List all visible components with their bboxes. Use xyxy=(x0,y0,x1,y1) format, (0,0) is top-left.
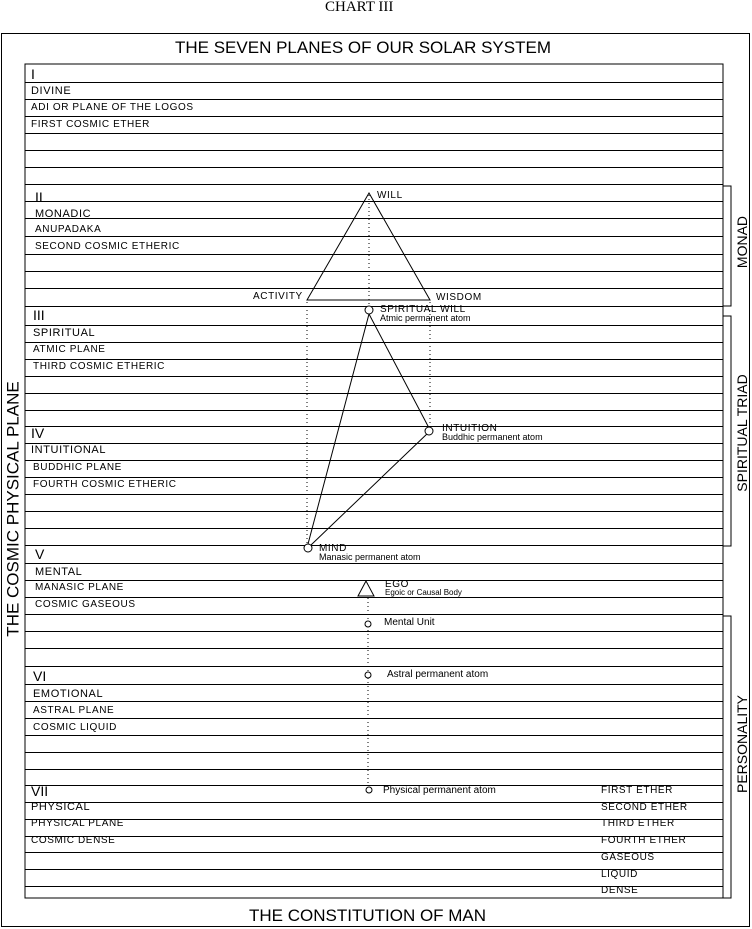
plane-numeral: IV xyxy=(31,425,45,441)
astral-atom-icon xyxy=(365,672,371,678)
plane-name: MENTAL xyxy=(35,566,83,578)
plane-subtitle: COSMIC LIQUID xyxy=(33,722,117,733)
physical-atom-icon xyxy=(366,787,372,793)
plane-numeral: VI xyxy=(33,668,47,684)
physical-subplane: FIRST ETHER xyxy=(601,785,673,796)
plane-name: PHYSICAL xyxy=(31,801,91,813)
plane-name: EMOTIONAL xyxy=(33,688,104,700)
plane-subtitle: SECOND COSMIC ETHERIC xyxy=(35,241,180,252)
ego-sub-label: Egoic or Causal Body xyxy=(385,588,462,597)
physical-subplane: FOURTH ETHER xyxy=(601,835,687,846)
plane-name: MONADIC xyxy=(35,208,92,220)
plane-numeral: VII xyxy=(31,783,49,799)
ego-label: EGO xyxy=(385,579,410,590)
manasic-atom-icon xyxy=(304,544,312,552)
bracket-label-personality: PERSONALITY xyxy=(734,694,750,794)
plane-subtitle: BUDDHIC PLANE xyxy=(33,462,122,473)
plane-subtitle: MANASIC PLANE xyxy=(35,582,124,593)
plane-numeral: I xyxy=(31,66,35,82)
bracket-label-spiritual-triad: SPIRITUAL TRIAD xyxy=(734,374,750,492)
plane-subtitle: COSMIC DENSE xyxy=(31,835,116,846)
activity-label: ACTIVITY xyxy=(253,291,303,302)
atmic-atom-label: Atmic permanent atom xyxy=(380,313,471,323)
footer-title: THE CONSTITUTION OF MAN xyxy=(249,906,487,925)
plane-numeral: II xyxy=(35,189,43,205)
spiritual-will-label: SPIRITUAL WILL xyxy=(380,304,466,315)
wisdom-label: WISDOM xyxy=(436,292,482,303)
intuition-label: INTUITION xyxy=(442,423,498,434)
left-side-label: THE COSMIC PHYSICAL PLANE xyxy=(3,381,23,637)
bracket-label-monad: MONAD xyxy=(734,215,750,269)
plane-name: DIVINE xyxy=(31,85,72,97)
personality-bracket xyxy=(723,616,731,898)
buddhic-atom-label: Buddhic permanent atom xyxy=(442,432,543,442)
physical-subplane: GASEOUS xyxy=(601,852,655,863)
atmic-atom-icon xyxy=(365,306,373,314)
triad-side xyxy=(308,314,369,544)
astral-atom-label: Astral permanent atom xyxy=(387,669,489,680)
plane-subtitle: PHYSICAL PLANE xyxy=(31,818,125,829)
manasic-atom-label: Manasic permanent atom xyxy=(319,552,421,562)
mental-unit-icon xyxy=(365,621,371,627)
plane-numeral: V xyxy=(35,546,45,562)
chart-label: CHART III xyxy=(325,0,394,15)
plane-subtitle: COSMIC GASEOUS xyxy=(35,599,136,610)
physical-subplane: LIQUID xyxy=(601,869,638,880)
mind-label: MIND xyxy=(319,543,347,554)
plane-subtitle: ANUPADAKA xyxy=(35,224,102,235)
physical-subplane: SECOND ETHER xyxy=(601,802,688,813)
plane-name: INTUITIONAL xyxy=(31,444,107,456)
physical-subplane: DENSE xyxy=(601,885,639,896)
ego-triangle-icon xyxy=(358,581,374,596)
plane-name: SPIRITUAL xyxy=(33,327,96,339)
header-title: THE SEVEN PLANES OF OUR SOLAR SYSTEM xyxy=(175,38,551,57)
plane-subtitle: ASTRAL PLANE xyxy=(33,705,115,716)
plane-subtitle: FOURTH COSMIC ETHERIC xyxy=(33,479,177,490)
physical-subplane: THIRD ETHER xyxy=(601,818,675,829)
spiritual-triad-bracket xyxy=(723,316,731,546)
mental-unit-label: Mental Unit xyxy=(384,617,435,628)
plane-subtitle: ATMIC PLANE xyxy=(33,344,106,355)
will-label: WILL xyxy=(377,190,403,201)
plane-subtitle: ADI OR PLANE OF THE LOGOS xyxy=(31,102,194,113)
monad-bracket xyxy=(723,186,731,306)
buddhic-atom-icon xyxy=(425,427,433,435)
plane-subtitle: THIRD COSMIC ETHERIC xyxy=(33,361,165,372)
plane-numeral: III xyxy=(33,307,45,323)
physical-atom-label: Physical permanent atom xyxy=(383,785,496,796)
plane-subtitle: FIRST COSMIC ETHER xyxy=(31,119,150,130)
